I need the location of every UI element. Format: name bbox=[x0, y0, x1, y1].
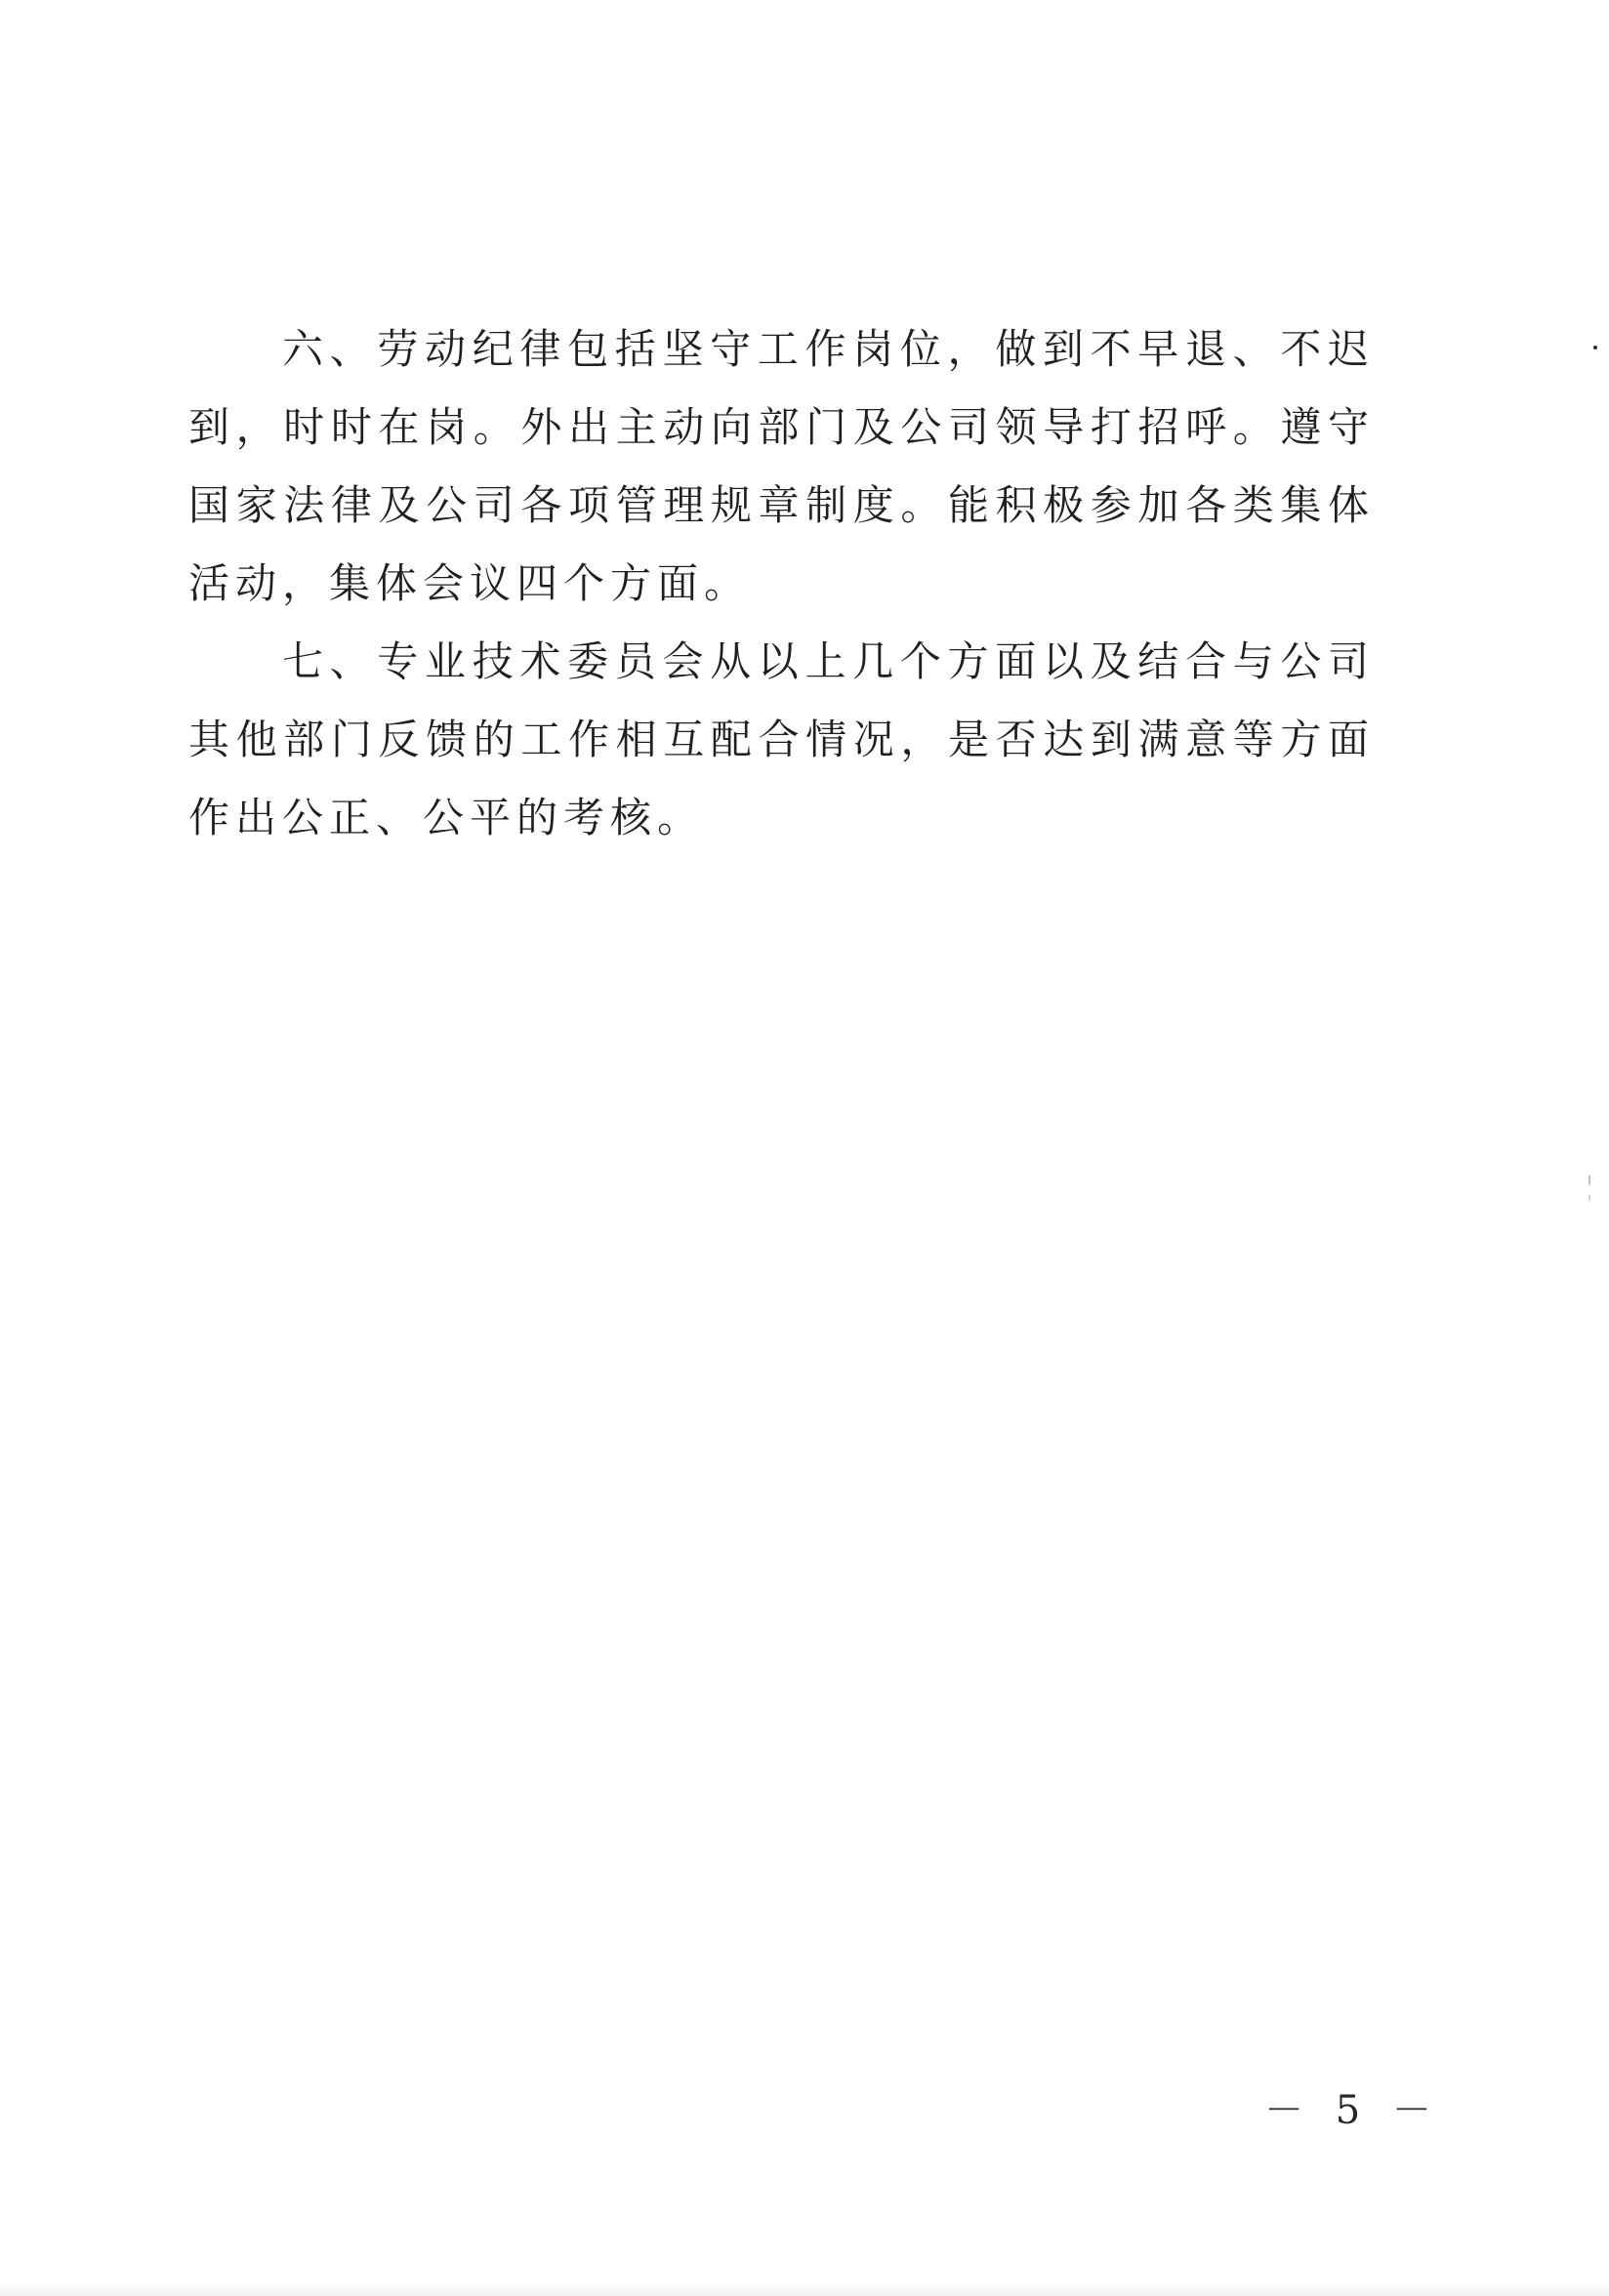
document-body bbox=[188, 310, 1375, 857]
page-number: － 5 － bbox=[1264, 2088, 1441, 2133]
scan-speck bbox=[1588, 1175, 1590, 1185]
scan-speck bbox=[1588, 1195, 1590, 1201]
scan-speck bbox=[1593, 346, 1597, 349]
scan-bottom-edge bbox=[0, 2280, 1609, 2296]
paragraph-technical-committee: 七、专业技术委员会从以上几个方面以及结合与公司其他部门反馈的工作相互配合情况，是否达到满意等方面作出公正、公平的考核。 bbox=[188, 637, 1375, 841]
paragraph-labor-discipline: 六、劳动纪律包括坚守工作岗位，做到不早退、不迟到，时时在岗。外出主动向部门及公司领导打招呼。遵守国家法律及公司各项管理规章制度。能积极参加各类集体活动，集体会议四个方面。 bbox=[188, 325, 1375, 607]
